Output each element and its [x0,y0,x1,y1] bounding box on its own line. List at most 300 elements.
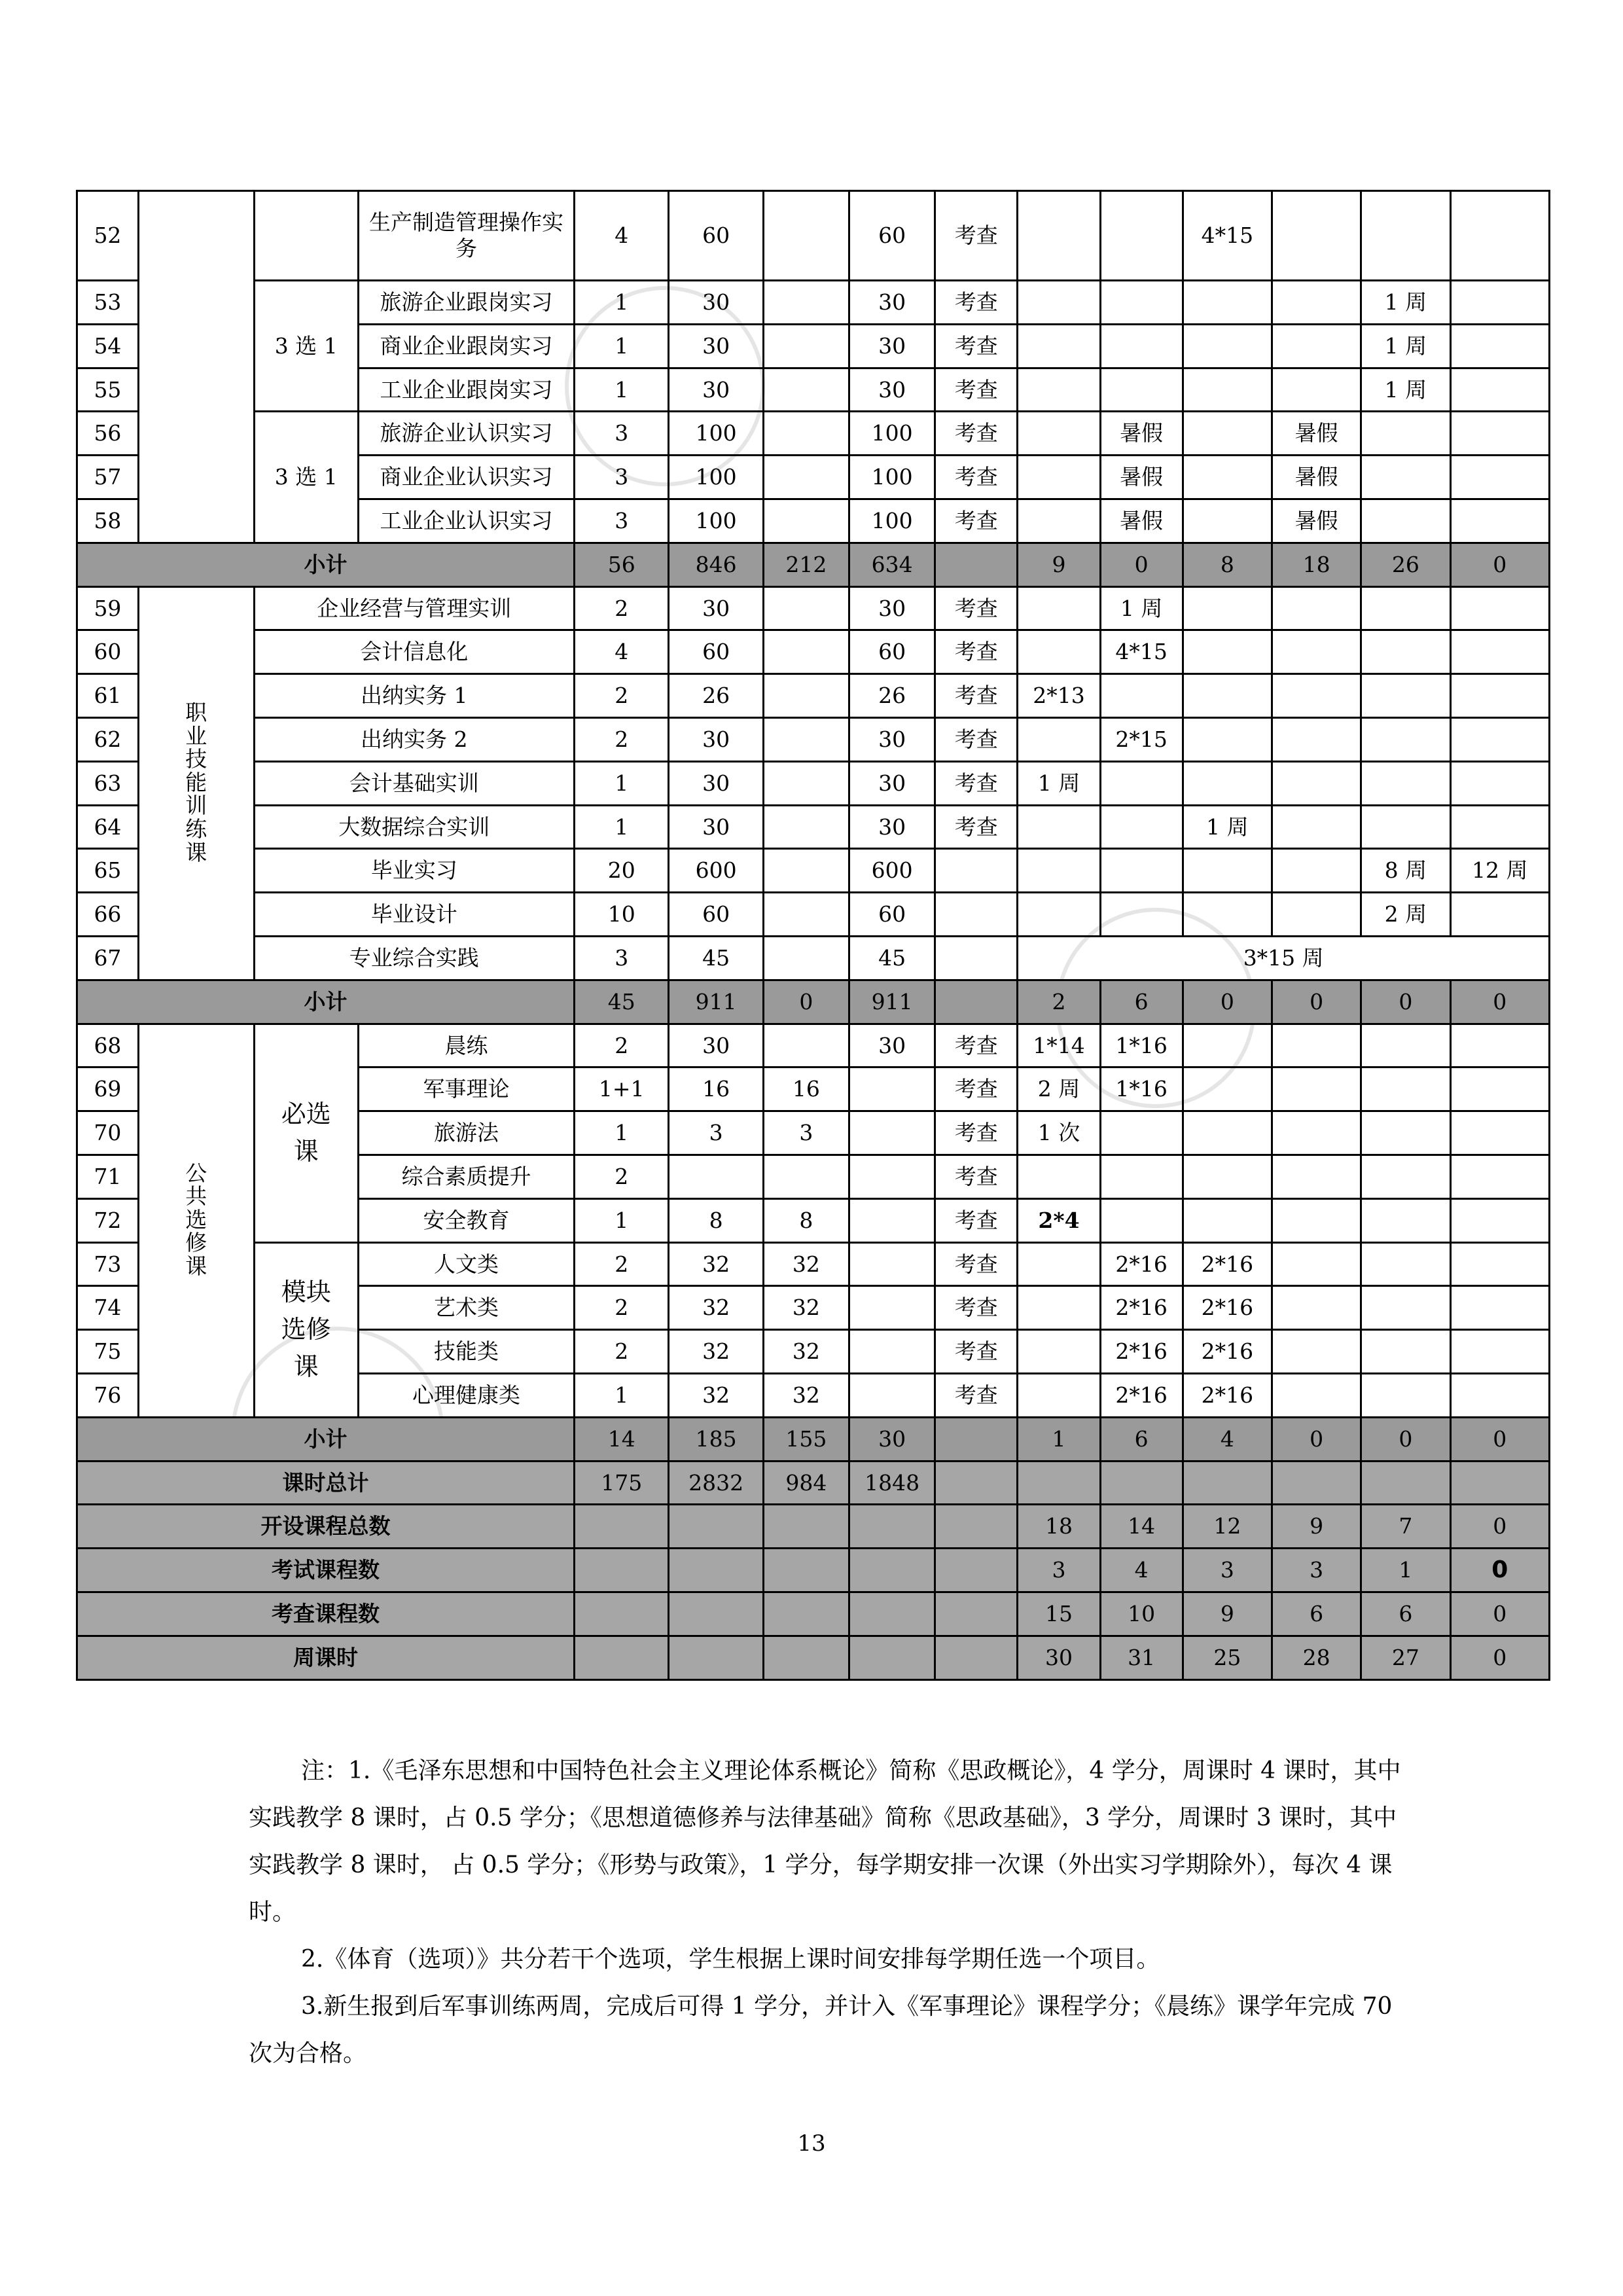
semester-s3-cell: 8 [1183,543,1272,586]
choose-one-cell: 3 选 1 [254,412,358,543]
row-number: 61 [77,674,139,718]
category-label: 公共选修课 [185,1160,207,1280]
semester-s6-cell [1450,499,1549,543]
semester-s4-cell: 暑假 [1272,456,1361,499]
semester-s3-cell [1183,1198,1272,1242]
assessment-cell [935,936,1018,980]
semester-s6-cell: 0 [1450,1505,1549,1549]
row-number: 55 [77,368,139,412]
hours-practice-cell: 60 [849,630,935,674]
semester-s1-cell [1018,1330,1100,1374]
empty-cell [575,1636,669,1679]
hours-practice-cell: 30 [849,805,935,849]
notes [249,1748,1414,2077]
semester-s4-cell [1272,586,1361,630]
credit-cell: 10 [575,893,669,937]
table-row [77,586,1550,630]
row-number: 70 [77,1111,139,1155]
assessment-cell: 考查 [935,805,1018,849]
semester-s5-cell [1361,412,1450,456]
hours-theory-cell [763,499,849,543]
table-row [77,1592,1550,1636]
hours-practice-cell [849,1067,935,1111]
category-label: 职业技能训练课 [185,699,207,865]
table-row [77,980,1550,1024]
semester-s2-cell [1100,674,1183,718]
semester-s3-cell [1183,1111,1272,1155]
choose-one-cell: 3 选 1 [254,281,358,412]
semester-s5-cell [1361,1024,1450,1067]
semester-s6-cell [1450,281,1549,325]
semester-s3-cell: 2*16 [1183,1242,1272,1286]
semester-s6-cell [1450,1024,1549,1067]
hours-total-cell: 60 [669,893,763,937]
course-name: 会计信息化 [254,630,575,674]
table-row [77,936,1550,980]
hours-theory-cell: 3 [763,1111,849,1155]
assessment-cell: 考查 [935,1067,1018,1111]
semester-s1-cell [1018,586,1100,630]
semester-s4-cell [1272,1198,1361,1242]
assessment-cell: 考查 [935,586,1018,630]
hours-theory-cell [763,717,849,761]
semester-s5-cell [1361,1155,1450,1198]
semester-s1-cell [1018,849,1100,893]
semester-s5-cell: 8 周 [1361,849,1450,893]
hours-practice-cell [849,1155,935,1198]
hours-practice-cell: 30 [849,586,935,630]
semester-s4-cell: 0 [1272,1417,1361,1461]
table-row [77,1242,1550,1286]
hours-total-cell: 846 [669,543,763,586]
group-cell [254,191,358,281]
table-row [77,849,1550,893]
semester-s6-cell: 0 [1450,1549,1549,1592]
semester-s5-cell: 1 周 [1361,368,1450,412]
semester-s6-cell [1450,893,1549,937]
course-name: 技能类 [359,1330,575,1374]
row-number: 73 [77,1242,139,1286]
hours-practice-cell: 100 [849,412,935,456]
semester-s1-cell: 1 次 [1018,1111,1100,1155]
semester-s6-cell [1450,717,1549,761]
category-label: 必选课 [281,1100,331,1166]
semester-s4-cell [1272,893,1361,937]
empty-cell [669,1636,763,1679]
semester-s1-cell [1018,805,1100,849]
course-name: 生产制造管理操作实务 [359,191,575,281]
semester-s5-cell: 26 [1361,543,1450,586]
semester-s5-cell [1361,630,1450,674]
hours-theory-cell [763,191,849,281]
empty-cell [669,1505,763,1549]
credit-cell: 1 [575,324,669,368]
assessment-cell: 考查 [935,456,1018,499]
semester-s1-cell: 2 周 [1018,1067,1100,1111]
semester-s5-cell [1361,1286,1450,1330]
semester-s6-cell [1450,1373,1549,1417]
hours-total-cell: 16 [669,1067,763,1111]
semester-s1-cell: 30 [1018,1636,1100,1679]
semester-s2-cell: 31 [1100,1636,1183,1679]
credit-cell: 2 [575,717,669,761]
course-name: 毕业实习 [254,849,575,893]
hours-total-cell [669,1155,763,1198]
semester-s2-cell [1100,1461,1183,1505]
assessment-cell: 考查 [935,717,1018,761]
semester-s6-cell: 0 [1450,1417,1549,1461]
course-name: 出纳实务 2 [254,717,575,761]
semester-s3-cell [1183,1461,1272,1505]
semester-s4-cell [1272,1024,1361,1067]
semester-s2-cell: 2*16 [1100,1330,1183,1374]
semester-s3-cell [1183,761,1272,805]
semester-s4-cell [1272,805,1361,849]
hours-theory-cell [763,456,849,499]
semester-s6-cell: 0 [1450,1636,1549,1679]
semester-s6-cell [1450,456,1549,499]
row-number: 66 [77,893,139,937]
semester-s6-cell [1450,1067,1549,1111]
category-cell [138,1024,254,1417]
table-row [77,1505,1550,1549]
semester-s1-cell [1018,456,1100,499]
credit-cell: 1 [575,805,669,849]
row-number: 62 [77,717,139,761]
semester-s3-cell [1183,1067,1272,1111]
semester-s3-cell: 4 [1183,1417,1272,1461]
hours-total-cell: 30 [669,368,763,412]
credit-cell: 1 [575,1111,669,1155]
hours-practice-cell: 60 [849,191,935,281]
semester-s4-cell [1272,849,1361,893]
hours-total-cell: 30 [669,586,763,630]
note-1: 注：1.《毛泽东思想和中国特色社会主义理论体系概论》简称《思政概论》，4 学分，周课时 4 课时，其中实践教学 8 课时，占 0.5 学分；《思想道德修养与法律基础》简称《思政基础》，3 学分，周课时 3 课时，其中实践教学 8 课时， 占 0.5 学分；《形势与政策》，1 学分，每学期安排一次课（外出实习学期除外），每次 4 课时。 [249,1757,1401,1926]
semester-s4-cell [1272,674,1361,718]
semester-s1-cell: 1 周 [1018,761,1100,805]
semester-s2-cell [1100,368,1183,412]
semester-s2-cell: 1*16 [1100,1024,1183,1067]
subtotal-label: 小计 [77,543,575,586]
credit-cell: 2 [575,1242,669,1286]
semester-s5-cell: 2 周 [1361,893,1450,937]
table-row [77,761,1550,805]
assessment-cell: 考查 [935,1242,1018,1286]
semester-s2-cell [1100,324,1183,368]
semester-s3-cell: 12 [1183,1505,1272,1549]
credit-cell: 1+1 [575,1067,669,1111]
hours-practice-cell: 100 [849,499,935,543]
row-number: 60 [77,630,139,674]
assessment-cell: 考查 [935,1330,1018,1374]
semester-s1-cell [1018,412,1100,456]
assessment-cell: 考查 [935,1111,1018,1155]
semester-s5-cell [1361,586,1450,630]
credit-cell: 4 [575,191,669,281]
semester-s6-cell: 0 [1450,1592,1549,1636]
semester-s5-cell: 0 [1361,1417,1450,1461]
hours-total-cell: 32 [669,1330,763,1374]
semester-s2-cell [1100,849,1183,893]
assessment-cell: 考查 [935,412,1018,456]
hours-theory-cell [763,630,849,674]
hours-practice-cell: 30 [849,761,935,805]
semester-s2-cell: 6 [1100,980,1183,1024]
semester-s4-cell [1272,630,1361,674]
subtotal-label: 小计 [77,1417,575,1461]
semester-s3-cell: 2*16 [1183,1373,1272,1417]
empty-cell [763,1505,849,1549]
semester-s5-cell [1361,717,1450,761]
table-row [77,805,1550,849]
semester-s2-cell: 14 [1100,1505,1183,1549]
semester-s6-cell [1450,324,1549,368]
semester-s5-cell: 6 [1361,1592,1450,1636]
semester-s6-cell: 0 [1450,980,1549,1024]
assessment-cell: 考查 [935,191,1018,281]
hours-practice-cell: 100 [849,456,935,499]
semester-s6-cell [1450,1461,1549,1505]
assessment-cell: 考查 [935,281,1018,325]
course-name: 军事理论 [359,1067,575,1111]
hours-theory-cell: 984 [763,1461,849,1505]
category-cell [138,191,254,543]
semester-s4-cell [1272,1286,1361,1330]
assessment-cell [935,893,1018,937]
semester-s2-cell [1100,191,1183,281]
semester-s2-cell [1100,805,1183,849]
empty-cell [935,1636,1018,1679]
course-name: 商业企业跟岗实习 [359,324,575,368]
assessment-cell [935,1461,1018,1505]
hours-practice-cell: 30 [849,368,935,412]
hours-practice-cell: 1848 [849,1461,935,1505]
empty-cell [935,1592,1018,1636]
row-number: 58 [77,499,139,543]
table-row [77,191,1550,281]
semester-s2-cell: 暑假 [1100,456,1183,499]
semester-s2-cell: 暑假 [1100,499,1183,543]
hours-theory-cell [763,805,849,849]
credit-cell: 1 [575,1198,669,1242]
hours-total-cell: 100 [669,412,763,456]
row-number: 52 [77,191,139,281]
assessment-cell: 考查 [935,1286,1018,1330]
subtotal-label: 小计 [77,980,575,1024]
semester-s5-cell: 0 [1361,980,1450,1024]
curriculum-table [76,190,1550,1681]
hours-practice-cell [849,1373,935,1417]
empty-cell [935,1549,1018,1592]
semester-s1-cell [1018,1155,1100,1198]
semester-s4-cell [1272,324,1361,368]
hours-total-cell: 3 [669,1111,763,1155]
credit-cell: 3 [575,412,669,456]
semester-s4-cell [1272,717,1361,761]
semester-s1-cell [1018,368,1100,412]
table-row [77,1024,1550,1067]
semester-s4-cell [1272,1155,1361,1198]
semester-s6-cell [1450,1111,1549,1155]
row-number: 67 [77,936,139,980]
semester-s6-cell [1450,1155,1549,1198]
summary-label: 考试课程数 [77,1549,575,1592]
semester-s1-cell: 3 [1018,1549,1100,1592]
empty-cell [575,1505,669,1549]
hours-theory-cell: 0 [763,980,849,1024]
empty-cell [935,1505,1018,1549]
note-2: 2.《体育（选项）》共分若干个选项，学生根据上课时间安排每学期任选一个项目。 [301,1946,1160,1973]
semester-s5-cell [1361,191,1450,281]
hours-practice-cell: 30 [849,1024,935,1067]
page-number: 13 [797,2130,826,2157]
category-cell [138,586,254,980]
course-name: 旅游企业跟岗实习 [359,281,575,325]
credit-cell: 2 [575,1330,669,1374]
semester-s4-cell [1272,1111,1361,1155]
semester-s5-cell: 1 [1361,1549,1450,1592]
semester-s5-cell [1361,761,1450,805]
semester-s1-cell: 15 [1018,1592,1100,1636]
hours-theory-cell [763,368,849,412]
category-cell [254,1024,358,1242]
semester-s1-cell: 2 [1018,980,1100,1024]
semester-s2-cell: 2*15 [1100,717,1183,761]
summary-label: 开设课程总数 [77,1505,575,1549]
semester-s6-cell [1450,368,1549,412]
hours-theory-cell: 212 [763,543,849,586]
semester-s1-cell: 18 [1018,1505,1100,1549]
credit-cell: 1 [575,281,669,325]
semester-s3-cell [1183,368,1272,412]
semester-s3-cell: 0 [1183,980,1272,1024]
semester-s3-cell [1183,324,1272,368]
hours-total-cell: 30 [669,1024,763,1067]
semester-s1-cell: 9 [1018,543,1100,586]
table-row [77,717,1550,761]
course-name: 会计基础实训 [254,761,575,805]
course-name: 商业企业认识实习 [359,456,575,499]
credit-cell: 175 [575,1461,669,1505]
semester-s2-cell: 0 [1100,543,1183,586]
semester-s2-cell: 2*16 [1100,1373,1183,1417]
hours-practice-cell [849,1330,935,1374]
semester-s5-cell [1361,1198,1450,1242]
semester-s2-cell [1100,281,1183,325]
credit-cell: 2 [575,1155,669,1198]
hours-theory-cell: 32 [763,1242,849,1286]
semester-s4-cell: 3 [1272,1549,1361,1592]
summary-label: 周课时 [77,1636,575,1679]
total-hours-label: 课时总计 [77,1461,575,1505]
hours-theory-cell [763,674,849,718]
semester-s3-cell: 9 [1183,1592,1272,1636]
semester-s5-cell [1361,674,1450,718]
category-label: 模块选修课 [281,1278,331,1382]
hours-theory-cell [763,761,849,805]
semester-s4-cell: 28 [1272,1636,1361,1679]
semester-s4-cell [1272,281,1361,325]
semester-s4-cell [1272,761,1361,805]
row-number: 59 [77,586,139,630]
credit-cell: 3 [575,456,669,499]
semester-s1-cell [1018,1373,1100,1417]
semester-s3-cell: 3 [1183,1549,1272,1592]
hours-theory-cell [763,586,849,630]
course-name: 工业企业跟岗实习 [359,368,575,412]
semester-s6-cell [1450,412,1549,456]
hours-total-cell: 100 [669,499,763,543]
hours-total-cell: 8 [669,1198,763,1242]
hours-practice-cell: 30 [849,324,935,368]
assessment-cell: 考查 [935,630,1018,674]
assessment-cell: 考查 [935,1024,1018,1067]
semester-s6-cell: 12 周 [1450,849,1549,893]
hours-total-cell: 100 [669,456,763,499]
assessment-cell: 考查 [935,368,1018,412]
semester-s4-cell: 18 [1272,543,1361,586]
semester-s4-cell [1272,1330,1361,1374]
hours-theory-cell [763,1024,849,1067]
semester-s3-cell [1183,674,1272,718]
semester-s6-cell: 0 [1450,543,1549,586]
assessment-cell: 考查 [935,324,1018,368]
semester-s6-cell [1450,674,1549,718]
semester-s2-cell [1100,1155,1183,1198]
row-number: 56 [77,412,139,456]
semester-s1-cell: 1*14 [1018,1024,1100,1067]
semester-s3-cell [1183,1024,1272,1067]
category-cell [254,1242,358,1417]
empty-cell [849,1592,935,1636]
row-number: 64 [77,805,139,849]
empty-cell [669,1592,763,1636]
semester-span-cell: 3*15 周 [1018,936,1550,980]
semester-s1-cell: 2*4 [1018,1198,1100,1242]
hours-total-cell: 32 [669,1242,763,1286]
assessment-cell [935,849,1018,893]
credit-cell: 1 [575,368,669,412]
credit-cell: 2 [575,674,669,718]
hours-theory-cell [763,893,849,937]
semester-s1-cell [1018,324,1100,368]
semester-s6-cell [1450,630,1549,674]
semester-s4-cell: 暑假 [1272,499,1361,543]
semester-s3-cell [1183,499,1272,543]
semester-s6-cell [1450,1242,1549,1286]
assessment-cell: 考查 [935,499,1018,543]
semester-s5-cell: 1 周 [1361,281,1450,325]
semester-s2-cell [1100,761,1183,805]
semester-s1-cell [1018,630,1100,674]
semester-s2-cell: 1*16 [1100,1067,1183,1111]
hours-theory-cell [763,412,849,456]
row-number: 71 [77,1155,139,1198]
assessment-cell [935,543,1018,586]
empty-cell [669,1549,763,1592]
semester-s1-cell [1018,281,1100,325]
semester-s3-cell [1183,630,1272,674]
credit-cell: 14 [575,1417,669,1461]
semester-s3-cell: 4*15 [1183,191,1272,281]
semester-s2-cell: 2*16 [1100,1286,1183,1330]
row-number: 69 [77,1067,139,1111]
empty-cell [849,1636,935,1679]
hours-total-cell: 600 [669,849,763,893]
semester-s6-cell [1450,1286,1549,1330]
empty-cell [849,1505,935,1549]
assessment-cell [935,1417,1018,1461]
